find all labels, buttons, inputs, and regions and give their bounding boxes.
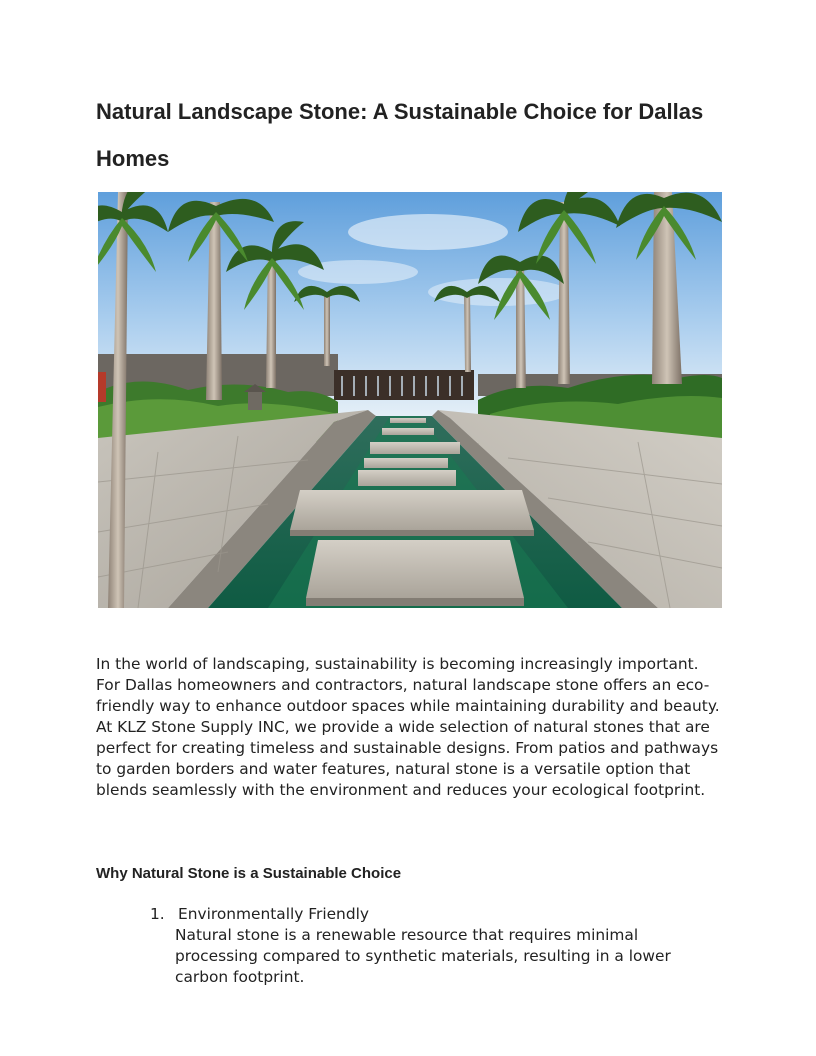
benefits-list [150, 904, 710, 988]
list-item-number: 1. [150, 905, 165, 923]
list-item [150, 904, 710, 988]
page-title: Natural Landscape Stone: A Sustainable Choice for Dallas Homes [96, 99, 704, 171]
list-item-title: Environmentally Friendly [178, 905, 369, 923]
stepping-stone [390, 418, 426, 423]
section-heading: Why Natural Stone is a Sustainable Choice [96, 865, 402, 882]
intro-paragraph: In the world of landscaping, sustainability is becoming increasingly important. For Dallas homeowners and contractors, natural landscape stone offers an eco-friendly way to enhance outdoor spaces while maintaining durability and beauty. At KLZ Stone Supply INC, we provide a wide selection of natural stones that are perfect for creating timeless and sustainable designs. From patios and pathways to garden borders and water features, natural stone is a versatile option that blends seamlessly with the environment and reduces your ecological footprint. [96, 655, 720, 799]
stepping-stone [364, 458, 448, 468]
stepping-stone [290, 490, 534, 530]
stepping-stone [370, 442, 460, 454]
stepping-stone [306, 540, 524, 598]
list-item-description: Natural stone is a renewable resource that requires minimal processing compared to synthetic materials, resulting in a lower carbon footprint. [175, 926, 671, 986]
stepping-stone [382, 428, 434, 435]
hero-image [98, 192, 722, 608]
stepping-stone [358, 470, 456, 486]
